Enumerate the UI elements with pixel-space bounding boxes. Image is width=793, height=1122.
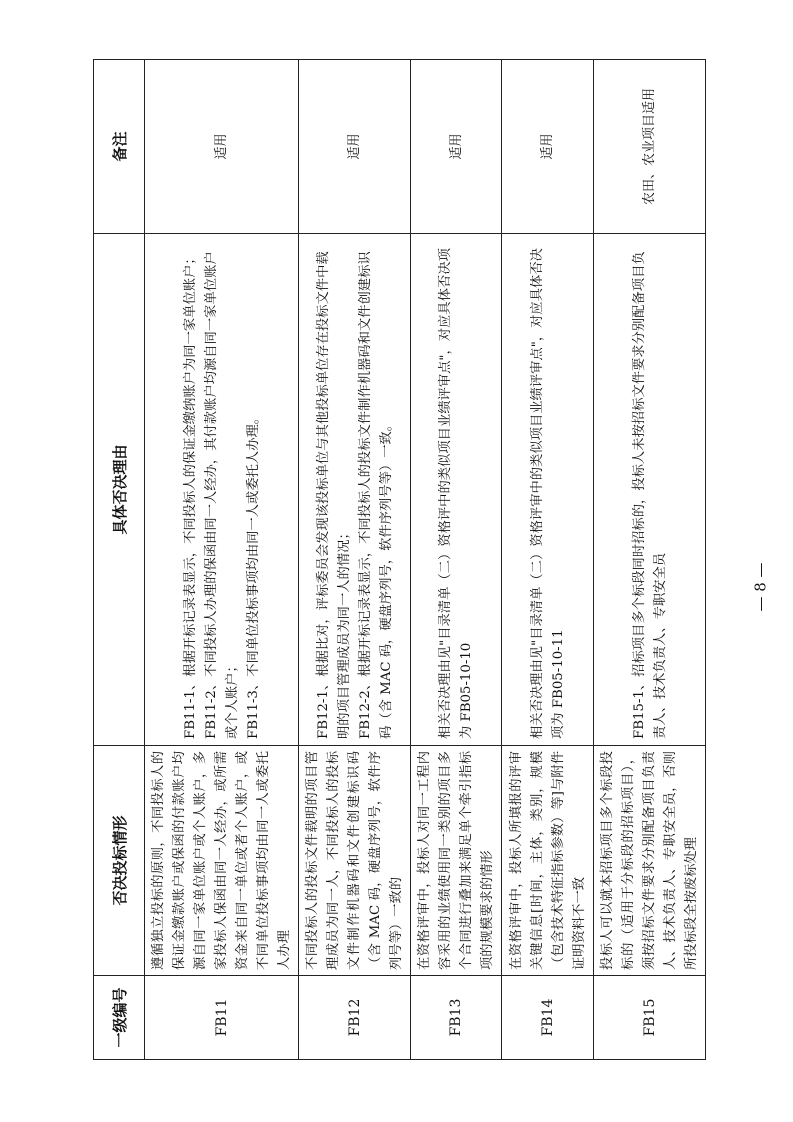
row-reason bbox=[299, 234, 411, 746]
table-row bbox=[502, 60, 594, 1060]
row-code: FB13 bbox=[411, 976, 502, 1060]
row-reason bbox=[502, 234, 594, 746]
row-situation: 在资格评审中，投标人对同一工程内容采用的业绩使用同一类别的项目多个合同进行叠加来满足单个牵引指标项的规模要求的情形 bbox=[411, 746, 502, 976]
table-row bbox=[594, 60, 706, 1060]
row-situation: 遵循独立投标的原则，不同投标人的保证金缴款账户或保函的付款账户均源自同一家单位账户或个人账户，多家投标人保函由同一人经办，或所需资金来自同一单位或者个人账户，或不同单位投标事项均由同一人或委托人办理 bbox=[145, 746, 299, 976]
row-note: 农田、农业项目适用 bbox=[594, 60, 706, 234]
page-number: — 8 — bbox=[751, 562, 770, 612]
table-row bbox=[411, 60, 502, 1060]
row-situation: 在资格评审中，投标人所填报的评审关键信息[时间，主体，类别，规模（包含技术特征指标参数）等]与附件证明资料不一致 bbox=[502, 746, 594, 976]
reason-item: FB15-1、招标项目多个标段同时招标的，投标人未按招标文件要求分别配备项目负责人、技术负责人、专职安全员 bbox=[631, 251, 668, 739]
table-row bbox=[299, 60, 411, 1060]
rotated-table-container bbox=[93, 60, 698, 1060]
table-row bbox=[145, 60, 299, 1060]
row-note: 适用 bbox=[411, 60, 502, 234]
header-note: 备注 bbox=[94, 60, 145, 234]
reason-item: 相关否决理由见"目录清单（二）资格评中的类似项目业绩评审点"，对应具体否决项为 FB05-10-10 bbox=[438, 248, 474, 739]
reason-item: FB11-3、不同单位投标事项均由同一人或委托人办理。 bbox=[245, 410, 261, 739]
row-reason bbox=[145, 234, 299, 746]
reason-item: FB12-1、根据比对，评标委员会发现该投标单位与其他投标单位存在投标文件中载明的项目管理成员为同一人的情况； bbox=[315, 251, 352, 739]
row-code: FB12 bbox=[299, 976, 411, 1060]
row-note: 适用 bbox=[502, 60, 594, 234]
header-reason: 具体否决理由 bbox=[94, 234, 145, 746]
reason-item: FB11-2、不同投标人办理的保函由同一人经办，其付款账户均源自同一家单位账户或个人账户； bbox=[203, 251, 240, 739]
row-reason bbox=[594, 234, 706, 746]
row-code: FB15 bbox=[594, 976, 706, 1060]
row-note: 适用 bbox=[299, 60, 411, 234]
row-code: FB11 bbox=[145, 976, 299, 1060]
header-code: 一级编号 bbox=[94, 976, 145, 1060]
reason-item: 相关否决理由见"目录清单（二）资格评审中的类似项目业绩评审点"，对应具体否决项为 FB05-10-11 bbox=[529, 248, 566, 739]
row-note: 适用 bbox=[145, 60, 299, 234]
reason-item: FB11-1、根据开标记录表显示，不同投标人的保证金缴纳账户为同一家单位账户； bbox=[182, 251, 198, 739]
table-header-row bbox=[94, 60, 145, 1060]
row-situation: 投标人可以就本招标项目多个标段投标的（适用于分标段的招标项目），须按招标文件要求分别配备项目负责人、技术负责人、专职安全员，否则所投标段全按废标处理 bbox=[594, 746, 706, 976]
row-code: FB14 bbox=[502, 976, 594, 1060]
veto-bid-table bbox=[93, 59, 706, 1060]
row-reason bbox=[411, 234, 502, 746]
row-situation: 不同投标人的投标文件载明的项目管理成员为同一人，不同投标人的投标文件制作机器码和文件创建标识码（含 MAC 码，硬盘序列号，软件序列号等）一致的 bbox=[299, 746, 411, 976]
header-situation: 否决投标情形 bbox=[94, 746, 145, 976]
reason-item: FB12-2、根据开标记录表显示，不同投标人的投标文件制作机器码和文件创建标识码（含 MAC 码，硬盘序列号，软件序列号等）一致。 bbox=[357, 251, 394, 739]
